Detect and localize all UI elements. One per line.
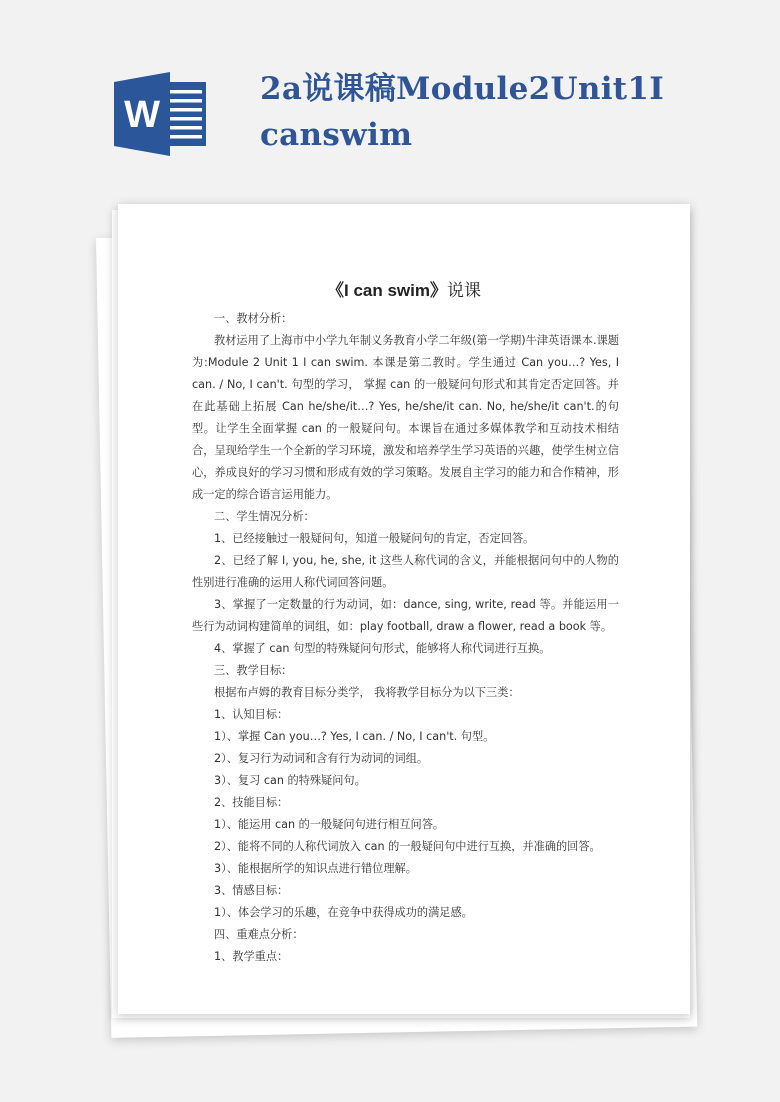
svg-text:W: W <box>124 94 160 136</box>
document-page <box>118 204 690 1014</box>
list-item: 2、已经了解 I, you, he, she, it 这些人称代词的含义，并能根据问句中的人物的性别进行准确的运用人称代词回答问题。 <box>192 554 619 589</box>
subsection-heading: 1、教学重点： <box>214 950 289 963</box>
list-item: 2）、复习行为动词和含有行为动词的词组。 <box>214 752 429 765</box>
section-heading: 二、学生情况分析： <box>214 510 315 523</box>
list-item: 1、已经接触过一般疑问句，知道一般疑问句的肯定，否定回答。 <box>214 532 535 545</box>
paragraph: 教材运用了上海市中小学九年制义务教育小学二年级(第一学期)牛津英语课本.课题为:Module 2 Unit 1 I can swim. 本课是第二教时。学生通过 Can you…? Yes, I can. / No, I can't. 句型的学习， 掌握 can 的一般疑问句形式和其肯定否定回答。并在此基础上拓展 Can he/she/it…? Yes, he/she/it can. No, he/she/it can't.的句型。让学生全面掌握 can 的一般疑问句。本课旨在通过多媒体教学和互动技术相结合，呈现给学生一个全新的学习环境，激发和培养学生学习英语的兴趣，使学生树立信心，养成良好的学习习惯和形成有效的学习策略。发展自主学习的能力和合作精神，形成一定的综合语言运用能力。 <box>192 334 619 501</box>
section-heading: 三、教学目标： <box>214 664 293 677</box>
page-heading <box>118 276 690 301</box>
document-header <box>108 66 668 176</box>
section-heading: 一、教材分析： <box>214 312 293 325</box>
page-content <box>192 308 619 968</box>
word-document-icon <box>108 68 208 160</box>
list-item: 2）、能将不同的人称代词放入 can 的一般疑问句中进行互换，并准确的回答。 <box>214 840 601 853</box>
list-item: 3）、能根据所学的知识点进行错位理解。 <box>214 862 417 875</box>
paragraph: 根据布卢姆的教育目标分类学， 我将教学目标分为以下三类： <box>214 686 520 699</box>
list-item: 3）、复习 can 的特殊疑问句。 <box>214 774 366 787</box>
subsection-heading: 1、认知目标： <box>214 708 289 721</box>
list-item: 4、掌握了 can 句型的特殊疑问句形式，能够将人称代词进行互换。 <box>214 642 551 655</box>
page-heading-chinese: 说课 <box>446 281 481 301</box>
document-title: 2a说课稿Module2Unit1Icanswim <box>260 71 665 153</box>
list-item: 3、掌握了一定数量的行为动词，如：dance, sing, write, read 等。并能运用一些行为动词构建简单的词组，如：play football, draw a flower, read a book 等。 <box>192 598 619 633</box>
page-heading-english: 《I can swim》 <box>327 281 447 300</box>
section-heading: 四、重难点分析： <box>214 928 304 941</box>
subsection-heading: 2、技能目标： <box>214 796 289 809</box>
list-item: 1）、体会学习的乐趣，在竞争中获得成功的满足感。 <box>214 906 473 919</box>
list-item: 1）、能运用 can 的一般疑问句进行相互问答。 <box>214 818 445 831</box>
subsection-heading: 3、情感目标： <box>214 884 289 897</box>
list-item: 1）、掌握 Can you…? Yes, I can. / No, I can't. 句型。 <box>214 730 495 743</box>
